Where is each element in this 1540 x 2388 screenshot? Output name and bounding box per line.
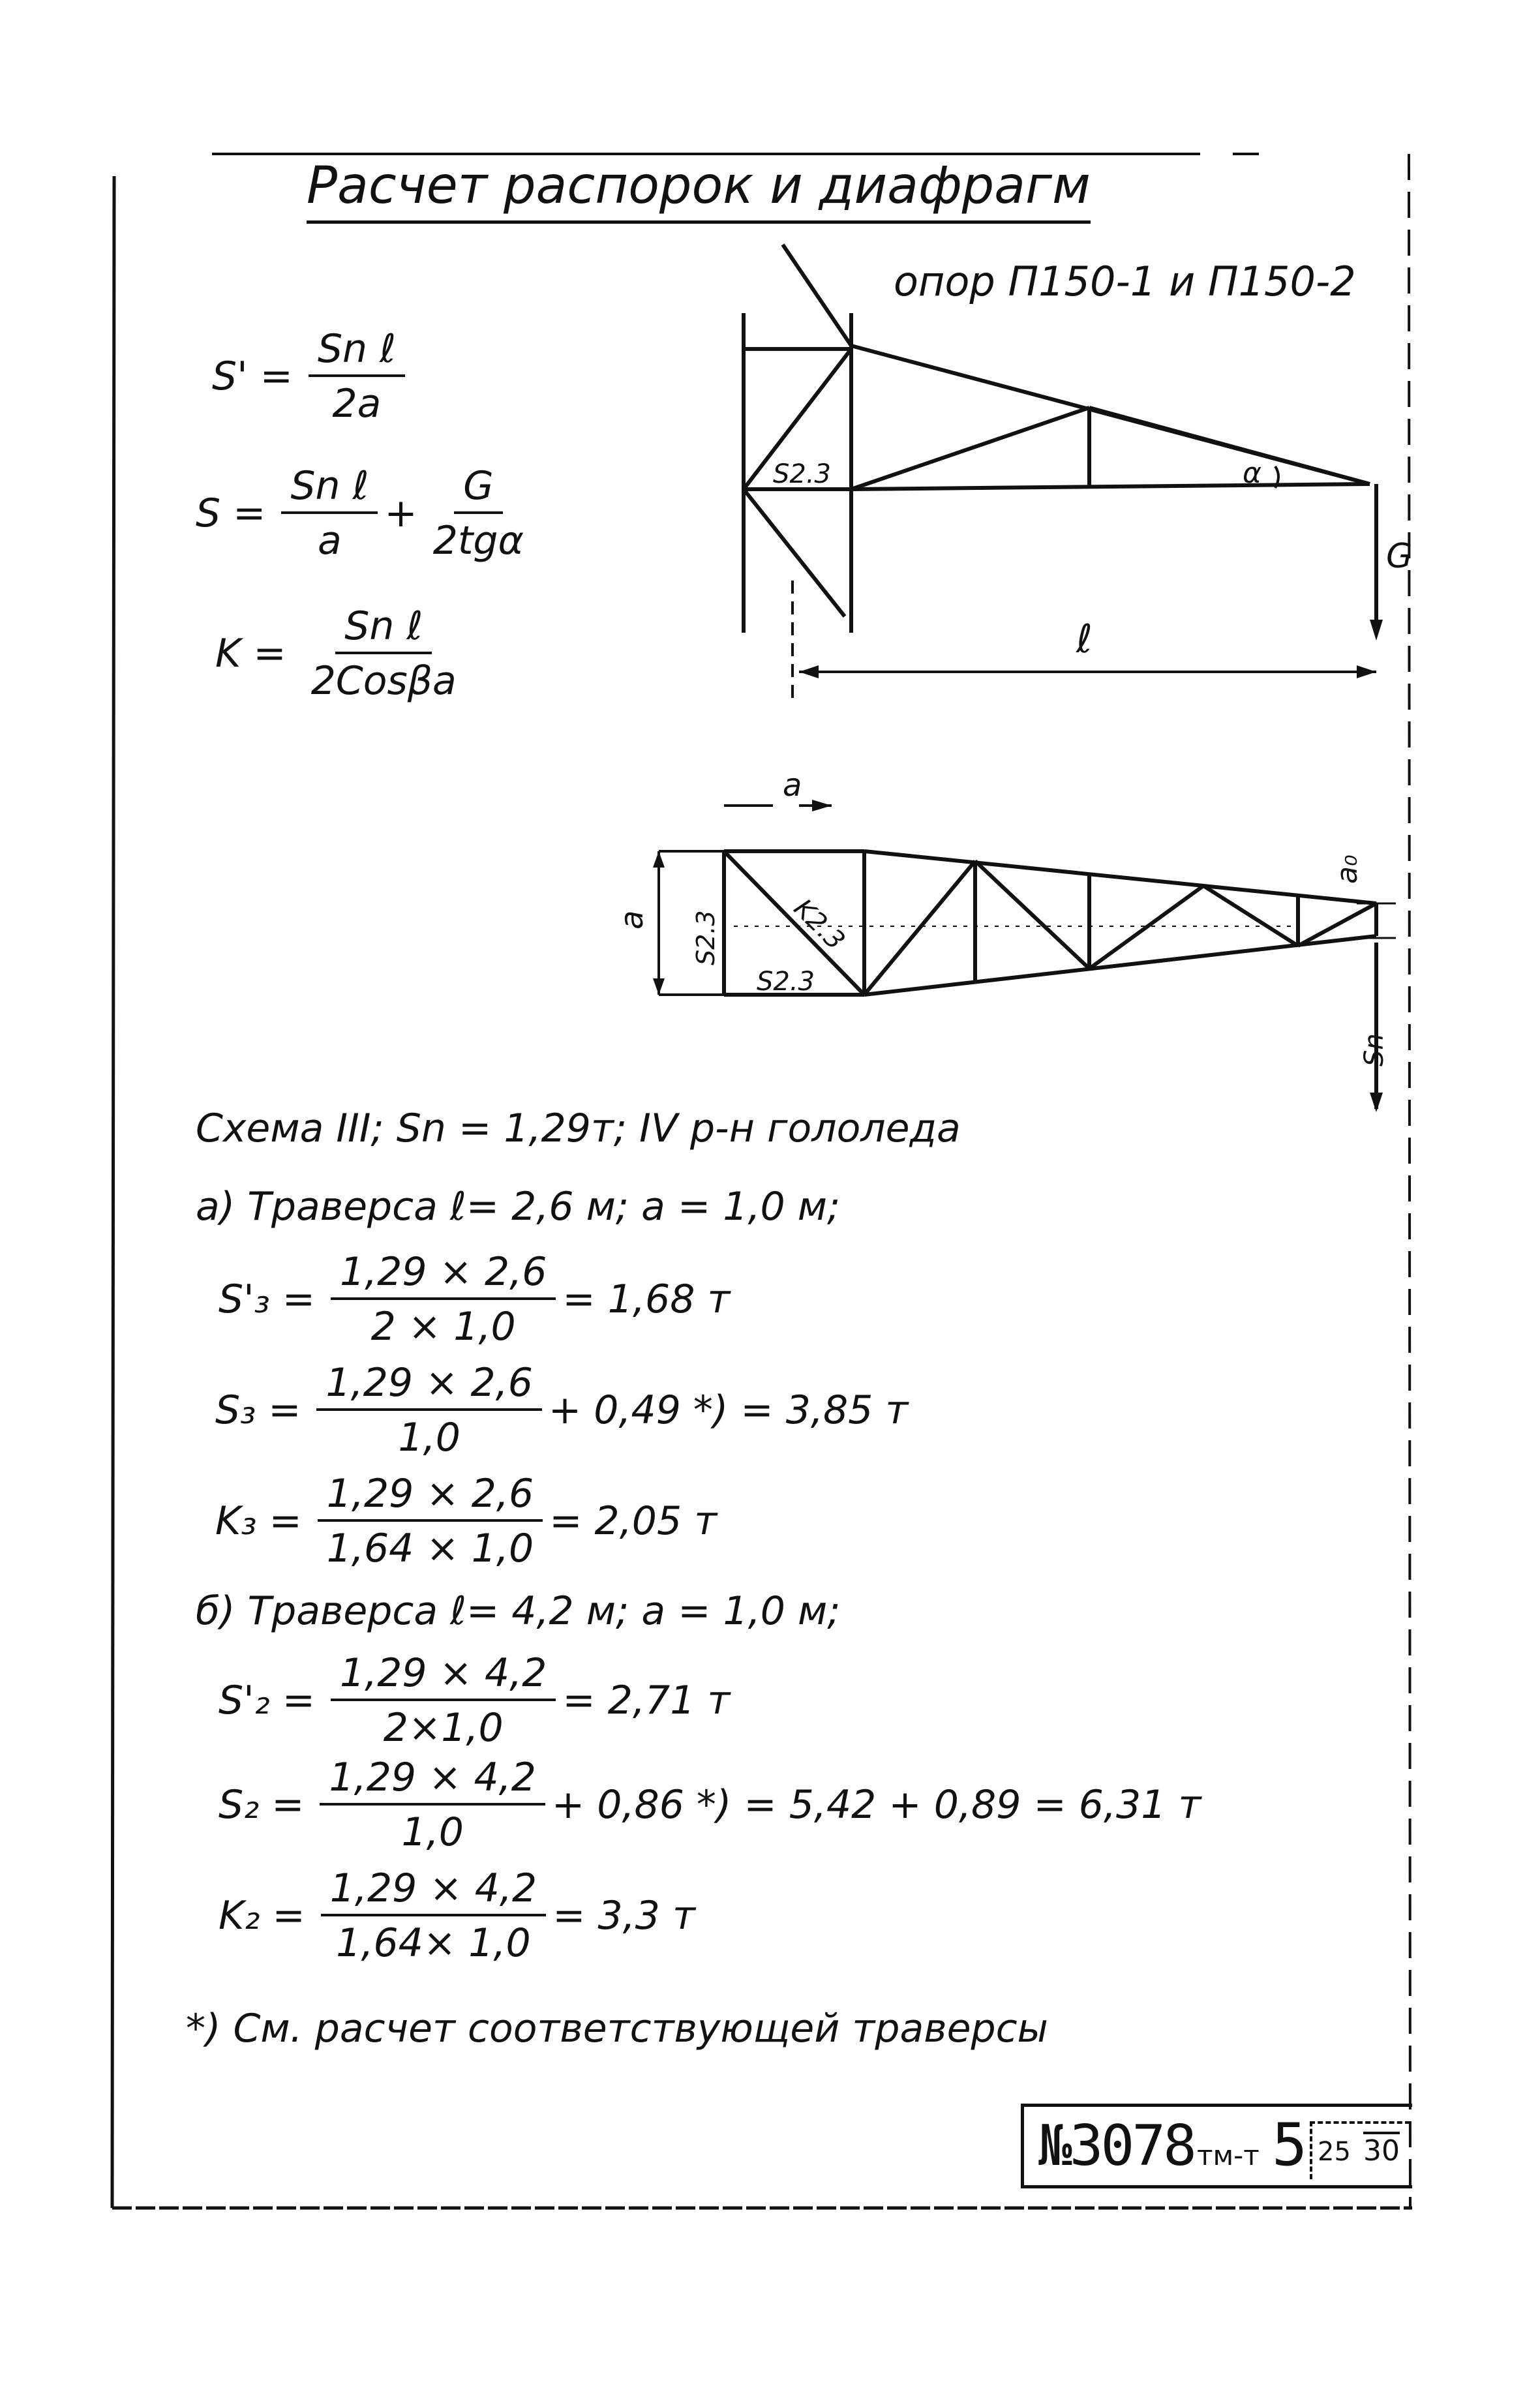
case-a-s3-result: + 0,49 *) = 3,85 т xyxy=(548,1387,909,1433)
footnote: *) См. расчет соответствующей траверсы xyxy=(186,2006,1048,2051)
formula-s xyxy=(196,463,539,564)
case-a-s3-prime xyxy=(219,1249,730,1350)
case-a-s3-numerator: 1,29 × 2,6 xyxy=(316,1360,541,1411)
case-a-k3-fraction xyxy=(318,1471,543,1571)
case-a-s3-lhs: S₃ = xyxy=(215,1387,301,1433)
formula-k-denominator: 2Cosβa xyxy=(310,658,457,704)
top-diagram-g-label: G xyxy=(1386,537,1413,576)
formula-k xyxy=(215,603,472,704)
case-b-k2-result: = 3,3 т xyxy=(552,1893,695,1939)
stamp-page-1: 25 xyxy=(1318,2137,1351,2167)
top-diagram-alpha-label: α xyxy=(1243,457,1262,490)
case-a-s3-prime-lhs: S'₃ = xyxy=(219,1277,315,1322)
case-b-s2-lhs: S₂ = xyxy=(219,1782,305,1828)
case-b-s2 xyxy=(219,1755,1201,1855)
case-a-k3-result: = 2,05 т xyxy=(549,1498,717,1544)
case-a-heading: а) Траверса ℓ= 2,6 м; a = 1,0 м; xyxy=(196,1184,841,1230)
formula-s-prime-numerator: Sn ℓ xyxy=(309,326,405,377)
case-b-heading: б) Траверса ℓ= 4,2 м; a = 1,0 м; xyxy=(196,1588,841,1634)
page-subtitle: опор П150-1 и П150-2 xyxy=(894,258,1356,305)
stamp-page-box xyxy=(1310,2121,1410,2179)
case-a-k3-denominator: 1,64 × 1,0 xyxy=(326,1526,534,1571)
stamp-number: №3078 xyxy=(1038,2113,1194,2179)
drawing-stamp xyxy=(1021,2104,1412,2188)
page-title: Расчет распорок и диафрагм xyxy=(307,157,1091,224)
top-diagram-l-label: ℓ xyxy=(1076,616,1093,662)
stamp-sheet: 5 xyxy=(1272,2111,1308,2179)
case-b-k2 xyxy=(219,1866,695,1966)
formula-s-prime xyxy=(212,326,412,427)
case-a-s3 xyxy=(215,1360,908,1460)
stamp-series: тм-т xyxy=(1197,2139,1260,2171)
case-b-s2-prime-numerator: 1,29 × 4,2 xyxy=(331,1650,556,1701)
case-a-s3-prime-fraction xyxy=(331,1249,556,1350)
case-b-s2-prime-fraction xyxy=(331,1650,556,1751)
formula-s-fraction-1 xyxy=(281,463,378,564)
stamp-page-2: 30 xyxy=(1363,2132,1400,2168)
plan-s-vertical-label: S2.3 xyxy=(691,910,720,965)
top-diagram-s23-label: S2.3 xyxy=(773,459,832,489)
case-b-s2-prime xyxy=(219,1650,730,1751)
case-b-k2-fraction xyxy=(321,1866,546,1966)
plan-a-left-label: a xyxy=(614,910,650,930)
case-b-s2-result: + 0,86 *) = 5,42 + 0,89 = 6,31 т xyxy=(551,1782,1201,1828)
formula-s-fraction-2 xyxy=(424,463,533,564)
case-a-s3-fraction xyxy=(316,1360,541,1460)
plan-s-bottom-label: S2.3 xyxy=(757,967,815,997)
case-a-k3 xyxy=(215,1471,717,1571)
case-b-s2-prime-denominator: 2×1,0 xyxy=(383,1705,504,1751)
case-b-s2-denominator: 1,0 xyxy=(401,1809,464,1855)
case-b-s2-prime-lhs: S'₂ = xyxy=(219,1678,315,1723)
formula-k-fraction xyxy=(302,603,466,704)
case-b-s2-fraction xyxy=(320,1755,545,1855)
plan-a-top-label: a xyxy=(783,767,802,804)
formula-s-prime-fraction xyxy=(309,326,405,427)
case-a-s3-prime-numerator: 1,29 × 2,6 xyxy=(331,1249,556,1300)
case-b-s2-numerator: 1,29 × 4,2 xyxy=(320,1755,545,1806)
case-a-s3-denominator: 1,0 xyxy=(398,1415,460,1460)
plan-sn-label: Sn xyxy=(1359,1033,1389,1066)
crossarm-elevation-diagram xyxy=(685,241,1435,711)
case-b-k2-lhs: K₂ = xyxy=(219,1893,305,1939)
plan-a0-label: a₀ xyxy=(1331,854,1364,884)
case-a-s3-prime-result: = 1,68 т xyxy=(562,1277,731,1322)
case-a-s3-prime-denominator: 2 × 1,0 xyxy=(370,1304,516,1350)
formula-s-denominator-1: a xyxy=(318,518,342,564)
formula-s-plus: + xyxy=(384,491,417,536)
formula-k-numerator: Sn ℓ xyxy=(335,603,432,654)
formula-s-lhs: S = xyxy=(196,491,266,536)
formula-k-lhs: K = xyxy=(215,631,286,676)
formula-s-prime-lhs: S' = xyxy=(212,354,293,399)
plan-k-diagonal-label: K2.3 xyxy=(787,893,851,956)
crossarm-plan-diagram xyxy=(614,767,1402,1135)
case-b-k2-denominator: 1,64× 1,0 xyxy=(336,1920,531,1966)
case-a-k3-lhs: K₃ = xyxy=(215,1498,302,1544)
case-b-s2-prime-result: = 2,71 т xyxy=(562,1678,731,1723)
formula-s-prime-denominator: 2a xyxy=(332,381,382,427)
formula-s-numerator-1: Sn ℓ xyxy=(281,463,378,514)
case-a-k3-numerator: 1,29 × 2,6 xyxy=(318,1471,543,1522)
case-b-k2-numerator: 1,29 × 4,2 xyxy=(321,1866,546,1916)
formula-s-denominator-2: 2tgα xyxy=(432,518,524,564)
scheme-line: Схема III; Sn = 1,29т; IV р-н гололеда xyxy=(196,1106,961,1151)
formula-s-numerator-2: G xyxy=(454,463,503,514)
